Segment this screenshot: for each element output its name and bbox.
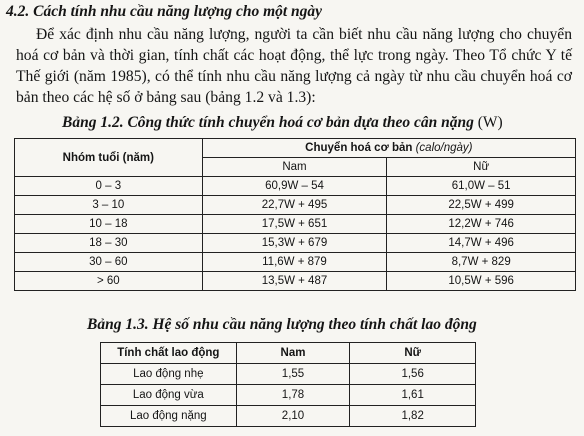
column-group-title: Chuyển hoá cơ bản (305, 142, 413, 154)
table-row (101, 364, 476, 385)
female-formula-cell: 8,7W + 829 (387, 253, 576, 272)
table-row (15, 272, 576, 291)
female-formula-cell: 61,0W – 51 (387, 177, 576, 196)
column-group-unit: (calo/ngày) (415, 142, 473, 154)
age-cell: 3 – 10 (15, 196, 203, 215)
male-formula-cell: 17,5W + 651 (202, 215, 387, 234)
table-row (101, 406, 476, 427)
work-type-cell: Lao động vừa (101, 385, 237, 406)
table-1-caption-unit: (W) (477, 114, 503, 131)
female-coefficient-cell: 1,56 (350, 364, 476, 385)
column-header-female: Nữ (350, 343, 476, 364)
female-coefficient-cell: 1,61 (350, 385, 476, 406)
male-coefficient-cell: 1,55 (236, 364, 350, 385)
table-1-caption (62, 114, 503, 132)
column-header-male: Nam (236, 343, 350, 364)
table-row (15, 177, 576, 196)
age-cell: > 60 (15, 272, 203, 291)
column-header-work-type: Tính chất lao động (101, 343, 237, 364)
table-row (15, 196, 576, 215)
work-type-cell: Lao động nặng (101, 406, 237, 427)
female-formula-cell: 22,5W + 499 (387, 196, 576, 215)
male-formula-cell: 11,6W + 879 (202, 253, 387, 272)
female-coefficient-cell: 1,82 (350, 406, 476, 427)
female-formula-cell: 14,7W + 496 (387, 234, 576, 253)
male-formula-cell: 22,7W + 495 (202, 196, 387, 215)
activity-coefficient-table (100, 342, 476, 427)
male-formula-cell: 15,3W + 679 (202, 234, 387, 253)
body-paragraph: Để xác định nhu cầu năng lượng, người ta cần biết nhu cầu năng lượng cho chuyển hoá cơ bản và thời gian, tính chất các hoạt động, thể lực trong ngày. Theo Tổ chức Y tế Thế giới (năm 1985), có thể tính nhu cầu năng lượng cả ngày từ nhu cầu chuyển hoá cơ bản theo các hệ số ở bảng sau (bảng 1.2 và 1.3): (16, 26, 572, 106)
table-row (101, 385, 476, 406)
table-row (15, 215, 576, 234)
bmr-formula-table (14, 138, 576, 291)
male-coefficient-cell: 1,78 (236, 385, 350, 406)
table-2-caption: Bảng 1.3. Hệ số nhu cầu năng lượng theo tính chất lao động (87, 316, 477, 333)
column-group-header-bmr (202, 139, 575, 158)
table-row (15, 253, 576, 272)
age-cell: 0 – 3 (15, 177, 203, 196)
age-cell: 10 – 18 (15, 215, 203, 234)
section-heading: 4.2. Cách tính nhu cầu năng lượng cho một ngày (6, 3, 323, 20)
column-header-age: Nhóm tuổi (năm) (15, 139, 203, 177)
table-header-row (15, 139, 576, 158)
male-formula-cell: 60,9W – 54 (202, 177, 387, 196)
age-cell: 18 – 30 (15, 234, 203, 253)
male-formula-cell: 13,5W + 487 (202, 272, 387, 291)
table-row (15, 234, 576, 253)
female-formula-cell: 12,2W + 746 (387, 215, 576, 234)
male-coefficient-cell: 2,10 (236, 406, 350, 427)
age-cell: 30 – 60 (15, 253, 203, 272)
female-formula-cell: 10,5W + 596 (387, 272, 576, 291)
column-header-female: Nữ (387, 158, 576, 177)
table-1-caption-text: Bảng 1.2. Công thức tính chuyển hoá cơ bản dựa theo cân nặng (62, 114, 474, 131)
work-type-cell: Lao động nhẹ (101, 364, 237, 385)
column-header-male: Nam (202, 158, 387, 177)
table-header-row (101, 343, 476, 364)
